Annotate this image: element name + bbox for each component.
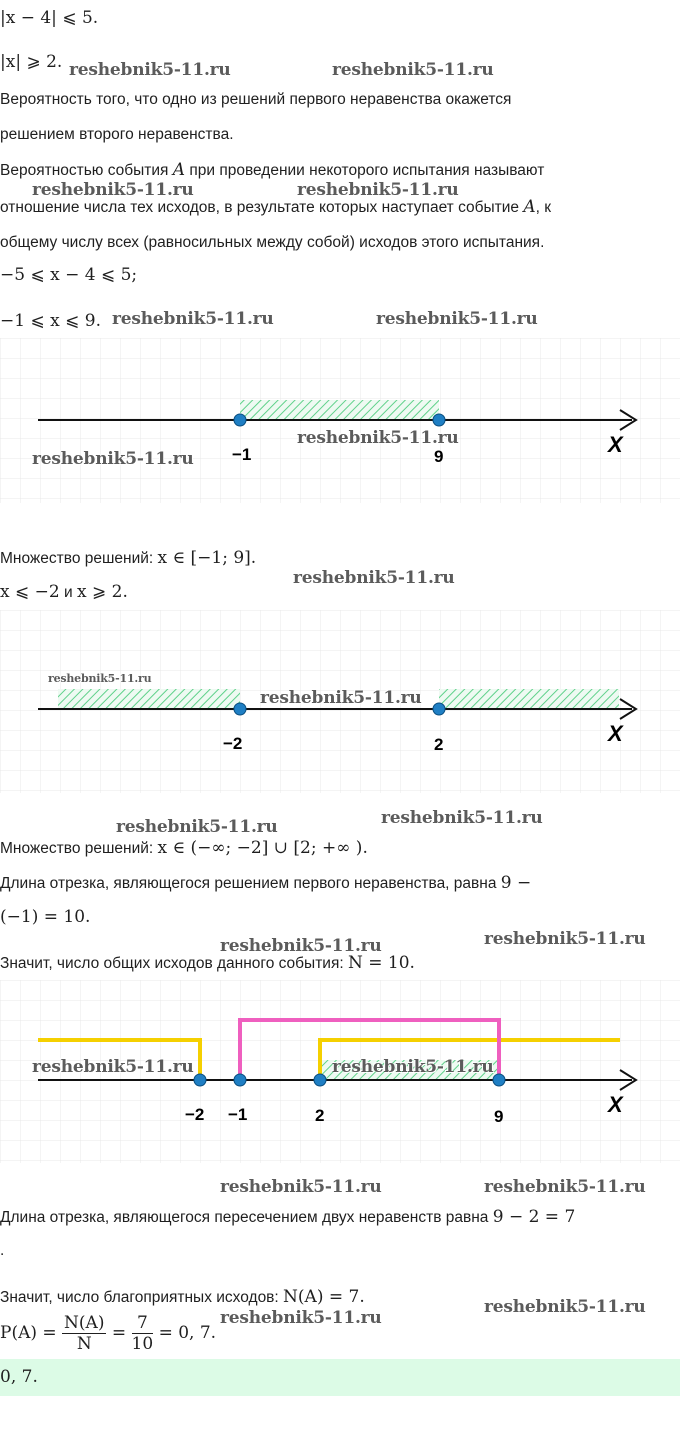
inequality-2: |x| ⩾ 2. bbox=[0, 52, 63, 72]
tick-label: −1 bbox=[228, 1105, 248, 1124]
solution-set-2-label: Множество решений: bbox=[0, 840, 158, 857]
tick-label: −2 bbox=[185, 1105, 205, 1124]
total-outcomes-label: Значит, число общих исходов данного события: bbox=[0, 955, 348, 972]
solution-set-2 bbox=[0, 838, 368, 859]
fraction-denominator: N bbox=[76, 1334, 92, 1354]
point-minus-1 bbox=[234, 414, 246, 426]
total-outcomes-value: N = 10. bbox=[347, 953, 415, 973]
watermark: reshebnik5-11.ru bbox=[220, 936, 382, 956]
inequality-5 bbox=[0, 582, 128, 603]
solution-hatch-left bbox=[58, 689, 240, 709]
definition-text-1 bbox=[0, 160, 544, 181]
event-symbol: A bbox=[172, 160, 186, 180]
watermark: reshebnik5-11.ru bbox=[484, 1297, 646, 1317]
fraction-numerator: 7 bbox=[132, 1313, 154, 1334]
fraction-denominator: 10 bbox=[131, 1334, 154, 1354]
inequality-5a: x ⩽ −2 bbox=[0, 582, 60, 602]
intersection-length-value: 9 − 2 = 7 bbox=[492, 1207, 576, 1227]
fraction-numerator: N(A) bbox=[64, 1313, 105, 1333]
watermark: reshebnik5-11.ru bbox=[297, 428, 459, 448]
fraction-7-over-10 bbox=[132, 1313, 154, 1354]
segment-length-text-1a: Длина отрезка, являющегося решением первого неравенства, равна bbox=[0, 875, 501, 892]
axis-label: X bbox=[608, 1092, 623, 1117]
watermark: reshebnik5-11.ru bbox=[220, 1177, 382, 1197]
solution-set-2-value: x ∈ (−∞; −2] ∪ [2; +∞ ). bbox=[157, 838, 368, 858]
inequality-1: |x − 4| ⩽ 5. bbox=[0, 8, 99, 28]
inequality-3: −5 ⩽ x − 4 ⩽ 5; bbox=[0, 265, 138, 285]
watermark: reshebnik5-11.ru bbox=[332, 60, 494, 80]
tick-label: −2 bbox=[223, 734, 243, 753]
axis-label: X bbox=[608, 721, 623, 746]
watermark: reshebnik5-11.ru bbox=[297, 180, 459, 200]
watermark: reshebnik5-11.ru bbox=[69, 60, 231, 80]
watermark: reshebnik5-11.ru bbox=[48, 672, 152, 685]
watermark: reshebnik5-11.ru bbox=[293, 568, 455, 588]
favorable-outcomes-value: N(A) = 7. bbox=[283, 1287, 365, 1307]
number-line-figure-1 bbox=[0, 338, 680, 503]
inequality-4: −1 ⩽ x ⩽ 9. bbox=[0, 311, 101, 331]
solution-set-1-value: x ∈ [−1; 9]. bbox=[157, 548, 257, 568]
inequality-5-and: и bbox=[59, 584, 77, 601]
probability-lhs: P(A) = bbox=[0, 1323, 57, 1343]
segment-length-value: (−1) = 10. bbox=[0, 907, 91, 927]
tick-label: 9 bbox=[494, 1107, 504, 1126]
watermark: reshebnik5-11.ru bbox=[381, 808, 543, 828]
tick-label: 9 bbox=[434, 447, 444, 466]
answer-box bbox=[0, 1359, 680, 1396]
intersection-length-text bbox=[0, 1207, 575, 1228]
watermark: reshebnik5-11.ru bbox=[376, 309, 538, 329]
watermark: reshebnik5-11.ru bbox=[32, 180, 194, 200]
solution-set-1-label: Множество решений: bbox=[0, 550, 158, 567]
axis-label: X bbox=[608, 432, 623, 457]
solution-hatch bbox=[240, 400, 439, 420]
definition-text-3: общему числу всех (равносильных между собой) исходов этого испытания. bbox=[0, 234, 545, 251]
period: . bbox=[0, 1242, 5, 1259]
fraction-n-a-over-n bbox=[62, 1313, 106, 1354]
watermark: reshebnik5-11.ru bbox=[32, 449, 194, 469]
segment-length-text-1 bbox=[0, 873, 531, 894]
intersection-length-label: Длина отрезка, являющегося пересечением двух неравенств равна bbox=[0, 1209, 493, 1226]
solution-hatch-right bbox=[439, 689, 619, 709]
watermark: reshebnik5-11.ru bbox=[332, 1057, 494, 1077]
point-2 bbox=[433, 703, 445, 715]
problem-text-2: решением второго неравенства. bbox=[0, 126, 234, 143]
point-minus-2 bbox=[234, 703, 246, 715]
tick-label: 2 bbox=[315, 1106, 325, 1125]
definition-text-2 bbox=[0, 197, 551, 218]
tick-label: 2 bbox=[434, 735, 444, 754]
probability-formula bbox=[0, 1313, 216, 1354]
point-9 bbox=[433, 414, 445, 426]
inequality-5c: x ⩾ 2. bbox=[76, 582, 128, 602]
definition-text-2a: отношение числа тех исходов, в результате которых наступает событие bbox=[0, 199, 524, 216]
tick-label: −1 bbox=[232, 445, 252, 464]
total-outcomes-text bbox=[0, 953, 415, 974]
watermark: reshebnik5-11.ru bbox=[116, 817, 278, 837]
point-2 bbox=[314, 1074, 326, 1086]
point-9 bbox=[493, 1074, 505, 1086]
equals-sign: = bbox=[111, 1323, 127, 1343]
definition-text-1a: Вероятностью события bbox=[0, 162, 173, 179]
event-symbol-2: A bbox=[523, 197, 536, 217]
point-minus-1 bbox=[234, 1074, 246, 1086]
watermark: reshebnik5-11.ru bbox=[484, 929, 646, 949]
segment-length-text-1b: 9 − bbox=[500, 873, 532, 893]
watermark: reshebnik5-11.ru bbox=[112, 309, 274, 329]
answer-value: 0, 7. bbox=[0, 1367, 38, 1387]
definition-text-1c: при проведении некоторого испытания называют bbox=[185, 162, 545, 179]
solution-set-1 bbox=[0, 548, 256, 569]
watermark: reshebnik5-11.ru bbox=[260, 688, 422, 708]
favorable-outcomes-label: Значит, число благоприятных исходов: bbox=[0, 1289, 284, 1306]
probability-result: = 0, 7. bbox=[158, 1323, 217, 1343]
watermark: reshebnik5-11.ru bbox=[484, 1177, 646, 1197]
watermark: reshebnik5-11.ru bbox=[32, 1057, 194, 1077]
problem-text-1: Вероятность того, что одно из решений первого неравенства окажется bbox=[0, 91, 512, 108]
watermark: reshebnik5-11.ru bbox=[220, 1308, 382, 1328]
definition-text-2c: , к bbox=[535, 199, 552, 216]
point-minus-2 bbox=[194, 1074, 206, 1086]
favorable-outcomes-text bbox=[0, 1287, 365, 1308]
